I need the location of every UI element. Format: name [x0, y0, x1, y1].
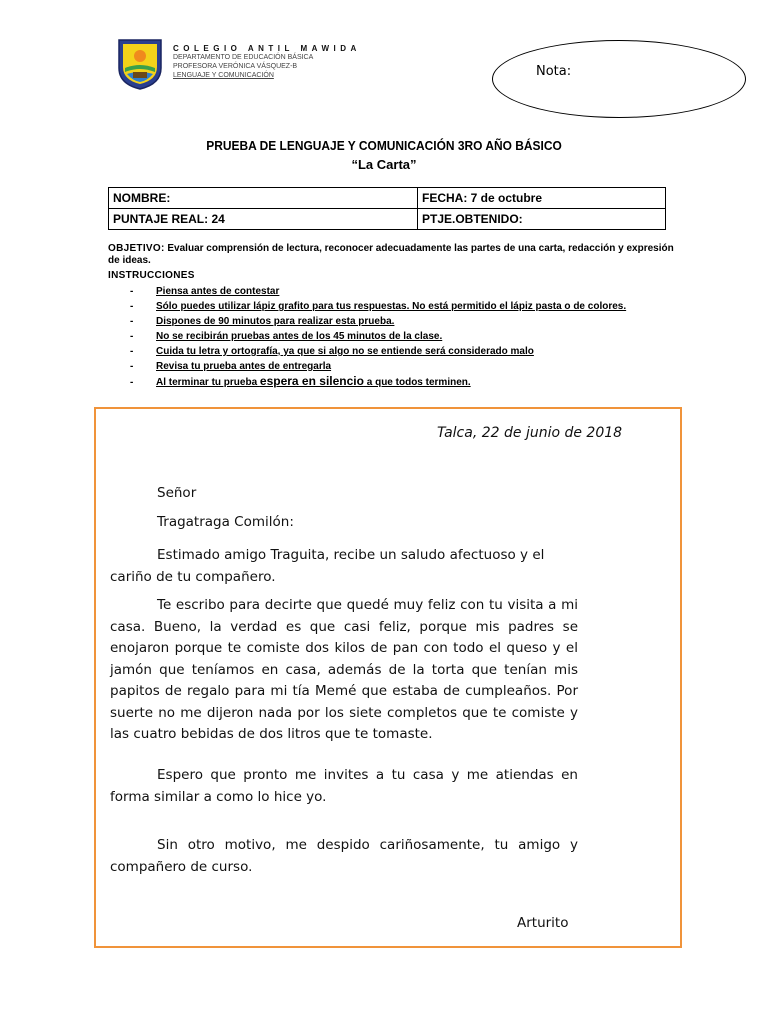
list-item: - Al terminar tu prueba espera en silencio a que todos terminen.	[130, 374, 471, 388]
instructions-heading: INSTRUCCIONES	[108, 270, 195, 281]
school-header	[173, 44, 361, 80]
list-item: - Dispones de 90 minutos para realizar esta prueba.	[130, 316, 395, 327]
letter-paragraph: Te escribo para decirte que quedé muy feliz con tu visita a mi casa. Bueno, la verdad es que casi feliz, porque mis padres se enojaron porque te comiste dos kilos de pan con todo el queso y el jamón que teníamos en casa, además de la torta que tenían mis papitos de regalo para mi tía Memé que estaba de cumpleaños. Por suerte no me dijeron nada por los siete completos que te comiste y las cuatro bebidas de dos litros que te tomaste.	[110, 597, 578, 742]
subject-line: LENGUAJE Y COMUNICACIÓN	[173, 72, 274, 79]
letter-paragraph: Sin otro motivo, me despido cariñosamente, tu amigo y compañero de curso.	[110, 837, 578, 875]
grade-label: Nota:	[536, 64, 572, 79]
list-item: - Cuida tu letra y ortografía, ya que si algo no se entiende será considerado malo	[130, 346, 534, 357]
test-title: PRUEBA DE LENGUAJE Y COMUNICACIÓN 3RO AÑO BÁSICO	[206, 138, 562, 153]
instruction-text: Cuida tu letra y ortografía, ya que si algo no se entiende será considerado malo	[156, 346, 534, 357]
letter-paragraph: Espero que pronto me invites a tu casa y me atiendas en forma similar a como lo hice yo.	[110, 767, 578, 805]
total-score-cell: PUNTAJE REAL: 24	[109, 209, 418, 230]
instruction-text	[156, 374, 471, 388]
instruction-text: No se recibirán pruebas antes de los 45 minutos de la clase.	[156, 331, 443, 342]
list-item: - Revisa tu prueba antes de entregarla	[130, 361, 332, 372]
objective-label: OBJETIVO:	[108, 243, 165, 254]
objective	[108, 243, 674, 267]
instruction-text: Sólo puedes utilizar lápiz grafito para tus respuestas. No está permitido el lápiz pasta o de colores.	[156, 301, 627, 312]
instruction-text: Piensa antes de contestar	[156, 286, 280, 297]
objective-text: Evaluar comprensión de lectura, reconocer adecuadamente las partes de una carta, redacción y expresión de ideas.	[108, 243, 674, 266]
teacher-line: PROFESORA VERÓNICA VÁSQUEZ-B	[173, 63, 298, 70]
test-subtitle: “La Carta”	[351, 157, 417, 172]
name-cell[interactable]: NOMBRE:	[109, 188, 418, 209]
list-item: - Sólo puedes utilizar lápiz grafito para tus respuestas. No está permitido el lápiz pasta o de colores.	[130, 301, 627, 312]
table-row	[109, 188, 666, 209]
department-line: DEPARTAMENTO DE EDUCACIÓN BÁSICA	[173, 54, 314, 61]
list-item: - No se recibirán pruebas antes de los 45 minutos de la clase.	[130, 331, 443, 342]
instruction-part: a que todos terminen.	[363, 377, 471, 388]
date-cell: FECHA: 7 de octubre	[418, 188, 666, 209]
instruction-part: Al terminar tu prueba	[156, 377, 260, 388]
table-row	[109, 209, 666, 230]
letter-paragraph: Estimado amigo Traguita, recibe un saludo afectuoso y el cariño de tu compañero.	[110, 547, 545, 585]
instructions-list	[130, 284, 690, 389]
school-name: COLEGIO ANTIL MAWIDA	[173, 44, 361, 53]
instruction-text: Dispones de 90 minutos para realizar esta prueba.	[156, 316, 395, 327]
letter-date: Talca, 22 de junio de 2018	[437, 425, 623, 441]
obtained-score-cell[interactable]: PTJE.OBTENIDO:	[418, 209, 666, 230]
letter-recipient: Tragatraga Comilón:	[157, 514, 294, 530]
school-crest-icon	[117, 38, 163, 90]
letter-signature: Arturito	[517, 915, 569, 931]
instruction-emphasis: espera en silencio	[259, 374, 364, 388]
instruction-text: Revisa tu prueba antes de entregarla	[156, 361, 332, 372]
letter-greeting-title: Señor	[157, 485, 197, 501]
list-item: - Piensa antes de contestar	[130, 286, 280, 297]
grade-oval	[492, 40, 746, 118]
student-info-table	[108, 187, 666, 230]
